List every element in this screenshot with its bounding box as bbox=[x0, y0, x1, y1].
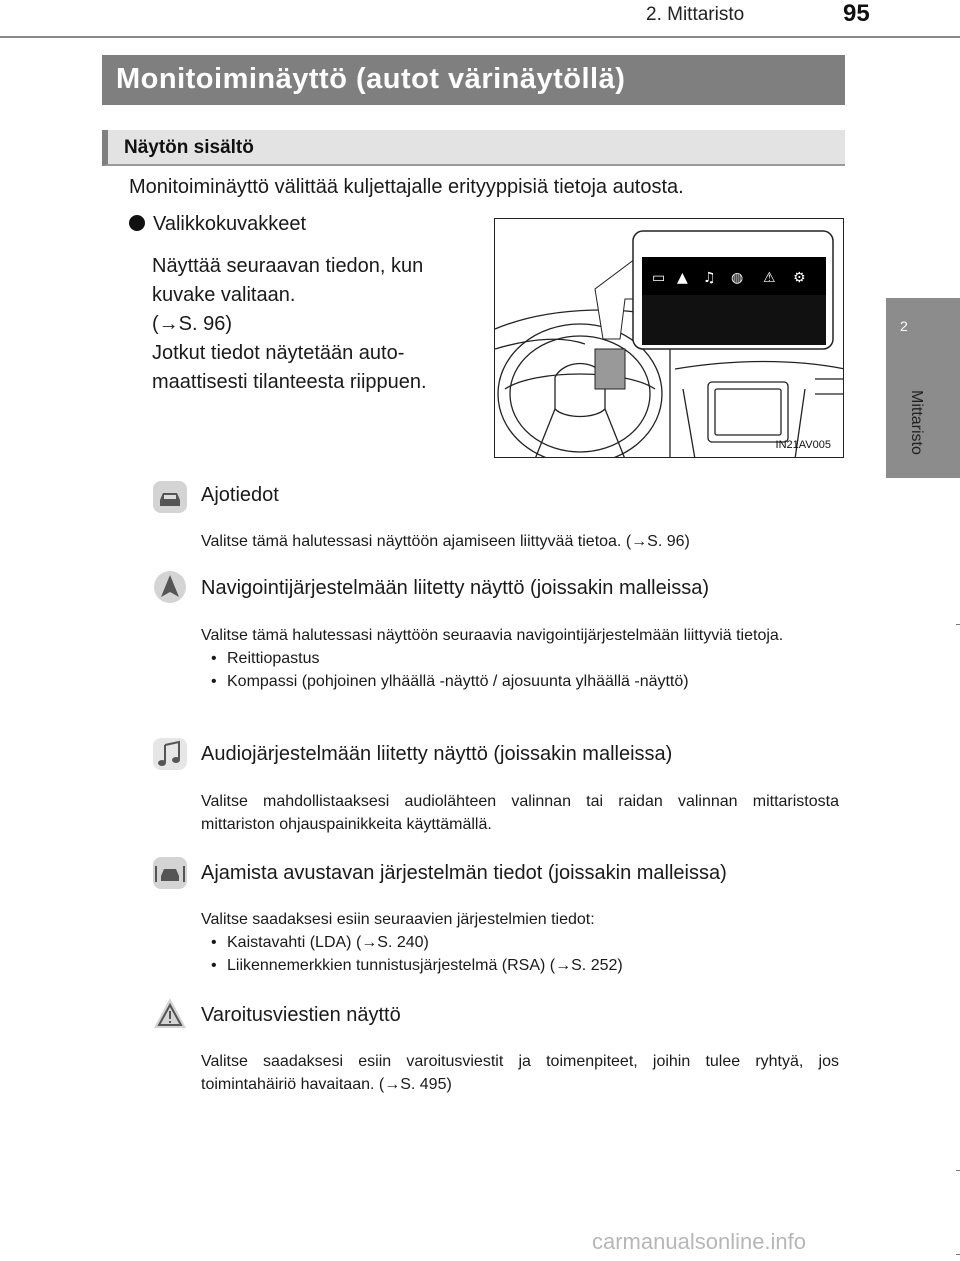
sub-heading-text: Näytön sisältö bbox=[124, 137, 254, 158]
svg-text:⚠: ⚠ bbox=[763, 270, 776, 286]
item-text: Valitse tämä halutessasi näyttöön ajamiseen liittyvää tietoa. (→S. 96) bbox=[201, 533, 690, 550]
menu-icons-bullet bbox=[129, 213, 306, 236]
main-heading bbox=[102, 55, 845, 105]
driving-assist-icon bbox=[152, 856, 188, 890]
crop-mark bbox=[956, 1170, 960, 1171]
description-line: (→S. 96) bbox=[152, 313, 233, 335]
dashboard-drawing bbox=[495, 219, 844, 458]
figure-code: IN21AV005 bbox=[775, 439, 831, 451]
page-number: 95 bbox=[843, 0, 870, 27]
item-text: Valitse mahdollistaaksesi audiolähteen valinnan tai raidan valinnan mittaristosta mittariston ohjauspainikkeita käyttämällä. bbox=[201, 793, 839, 833]
warning-triangle-icon bbox=[152, 996, 188, 1030]
dashboard-illustration bbox=[494, 218, 844, 458]
item-title: Varoitusviestien näyttö bbox=[201, 1004, 401, 1026]
bullet-description bbox=[152, 252, 476, 397]
sub-heading bbox=[102, 130, 845, 166]
music-note-icon bbox=[152, 737, 188, 771]
svg-text:♫: ♫ bbox=[703, 270, 716, 286]
running-header: 2. Mittaristo bbox=[646, 4, 745, 25]
svg-text:▲: ▲ bbox=[677, 270, 688, 286]
chapter-tab-label: Mittaristo bbox=[908, 390, 925, 455]
description-line: kuvake valitaan. bbox=[152, 284, 296, 306]
car-info-icon bbox=[152, 480, 188, 514]
crop-mark bbox=[956, 1254, 960, 1255]
item-body bbox=[201, 624, 839, 693]
svg-text:◍: ◍ bbox=[731, 270, 744, 286]
item-title: Ajamista avustavan järjestelmän tiedot (joissakin malleissa) bbox=[201, 862, 727, 884]
item-body bbox=[201, 790, 839, 836]
item-text: Valitse tämä halutessasi näyttöön seuraavia navigointijärjestelmään liittyviä tietoja. bbox=[201, 627, 784, 644]
crop-mark bbox=[956, 624, 960, 625]
intro-text: Monitoiminäyttö välittää kuljettajalle erityyppisiä tietoja autosta. bbox=[129, 176, 684, 198]
item-text: Valitse saadaksesi esiin varoitusviestit ja toimenpiteet, joihin tulee ryhtyä, jos toimintahäiriö havaitaan. (→S. 495) bbox=[201, 1053, 839, 1093]
item-title: Ajotiedot bbox=[201, 484, 279, 506]
list-item: • Reittiopastus bbox=[201, 647, 839, 670]
list-item: • Liikennemerkkien tunnistusjärjestelmä (RSA) (→S. 252) bbox=[201, 954, 839, 977]
list-item: • Kompassi (pohjoinen ylhäällä -näyttö / ajosuunta ylhäällä -näyttö) bbox=[201, 670, 839, 693]
chapter-tab-number: 2 bbox=[900, 318, 908, 334]
svg-text:⚙: ⚙ bbox=[793, 270, 806, 286]
header-rule bbox=[0, 36, 960, 38]
item-text: Valitse saadaksesi esiin seuraavien järjestelmien tiedot: bbox=[201, 911, 595, 928]
description-line: Näyttää seuraavan tiedon, kun bbox=[152, 255, 424, 277]
bullet-label: Valikkokuvakkeet bbox=[153, 213, 307, 235]
item-title: Navigointijärjestelmään liitetty näyttö (joissakin malleissa) bbox=[201, 577, 709, 599]
item-body bbox=[201, 530, 839, 553]
bullet-dot-icon bbox=[129, 215, 145, 231]
svg-text:▭: ▭ bbox=[652, 270, 666, 286]
item-title: Audiojärjestelmään liitetty näyttö (joissakin malleissa) bbox=[201, 743, 673, 765]
item-body bbox=[201, 908, 839, 977]
list-item: • Kaistavahti (LDA) (→S. 240) bbox=[201, 931, 839, 954]
description-line: Jotkut tiedot näytetään auto- bbox=[152, 342, 405, 364]
item-body bbox=[201, 1050, 839, 1096]
navigation-icon bbox=[152, 570, 188, 604]
description-line: maattisesti tilanteesta riippuen. bbox=[152, 371, 427, 393]
main-heading-text: Monitoiminäyttö (autot värinäytöllä) bbox=[116, 63, 626, 95]
watermark: carmanualsonline.info bbox=[592, 1229, 807, 1254]
